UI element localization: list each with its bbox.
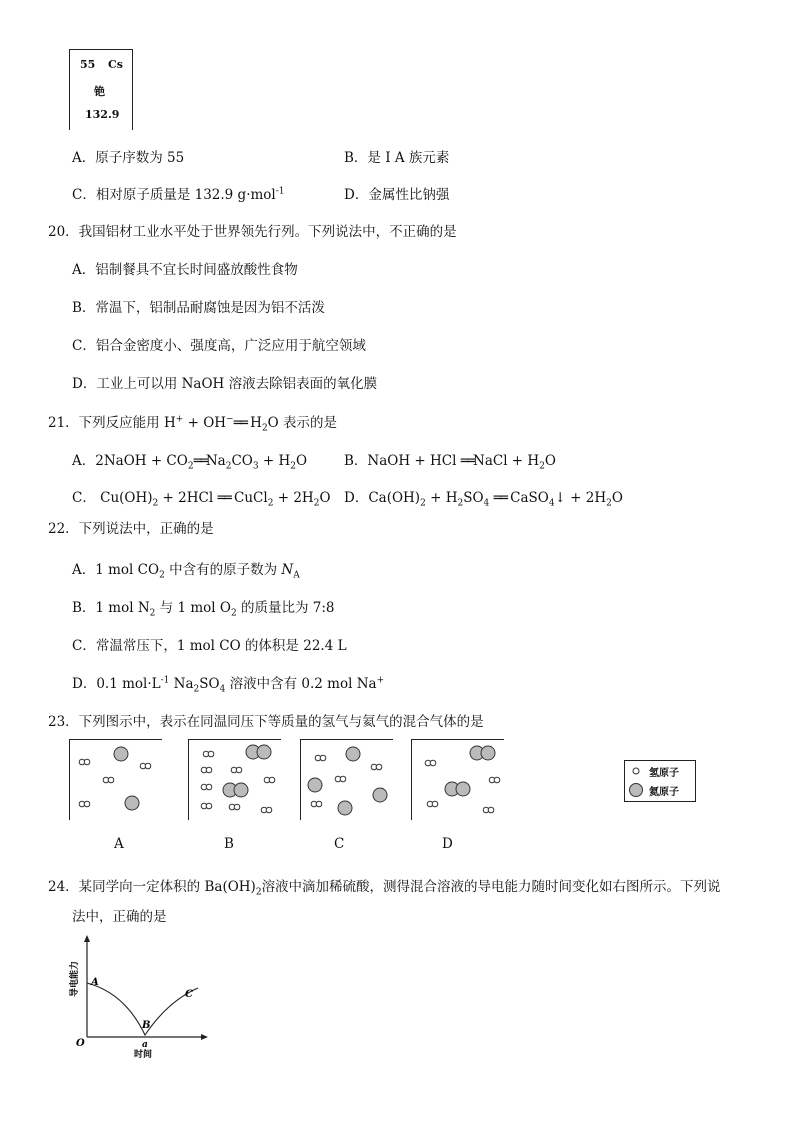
q24-stem: 24．某同学向一定体积的 $Ba(OH)_2$溶液中滴加稀硫酸，测得混合溶液的导电能力随时间变化如右图所示。下列说 (48, 879, 721, 898)
legend-hydrogen-label: 氢原子 (649, 768, 679, 779)
q20-option-a: A．铝制餐具不宜长时间盛放酸性食物 (72, 262, 298, 278)
point-a-label: A (91, 977, 99, 988)
q23-stem: 23．下列图示中，表示在同温同压下等质量的氢气与氦气的混合气体的是 (48, 714, 484, 730)
q19-option-a: A．原子序数为 55 (72, 150, 185, 166)
diagram-b-particles (189, 740, 281, 820)
q22-option-c: C．常温常压下，1 mol CO 的体积是 22.4 L (72, 638, 347, 654)
q19-option-d: D．金属性比钠强 (344, 187, 450, 203)
q20-option-b: B．常温下，铝制品耐腐蚀是因为铝不活泼 (72, 300, 325, 316)
element-symbol: Cs (108, 58, 123, 71)
q21-stem: 21．下列反应能用 H+ + OH−══ $H_2O$ 表示的是 (48, 414, 338, 434)
element-card (69, 49, 133, 130)
q19-option-c: C．相对原子质量是 132.9 g·mol$^{-1}$ (72, 186, 285, 203)
q21-option-c: C． $Cu(OH)_2 + 2HCl$ ══ CuCl$_2$ + $2H_2O$ (72, 490, 331, 509)
q21-option-b: B．NaOH + HCl ══NaCl + $H_2O$ (344, 453, 556, 472)
point-c-label: C (185, 989, 193, 1000)
q23-label-a: A (114, 836, 124, 852)
atomic-number: 55 (80, 58, 96, 71)
diagram-box-d (411, 739, 504, 820)
q22-option-b: B．1 mol $N_2$ 与 1 mol $O_2$ 的质量比为 7:8 (72, 600, 335, 619)
diagram-c-particles (301, 740, 393, 820)
x-axis-arrow-icon (201, 1034, 208, 1040)
legend-symbols (629, 765, 643, 799)
q23-label-c: C (334, 836, 345, 852)
q20-option-c: C．铝合金密度小、强度高，广泛应用于航空领域 (72, 338, 366, 354)
origin-label: O (76, 1038, 85, 1049)
diagram-box-c (300, 739, 393, 820)
q22-stem: 22．下列说法中，正确的是 (48, 521, 214, 537)
atomic-mass: 132.9 (85, 108, 120, 121)
y-axis-label: 导电能力 (70, 960, 80, 997)
legend-helium-label: 氦原子 (649, 787, 679, 798)
element-name: 铯 (94, 85, 105, 98)
q21-option-d: D．$Ca(OH)_2 + H_2SO_4$ ══ CaSO$_4$↓ + $2H_2O$ (344, 490, 623, 509)
y-axis-arrow-icon (84, 935, 90, 942)
q20-option-d: D．工业上可以用 NaOH 溶液去除铝表面的氧化膜 (72, 376, 378, 392)
q20-stem: 20．我国铝材工业水平处于世界领先行列。下列说法中，不正确的是 (48, 224, 457, 240)
x-axis-label: 时间 (134, 1050, 153, 1060)
q24-stem-line2: 法中，正确的是 (72, 909, 167, 925)
q22-option-a: A．1 mol $CO_2$ 中含有的原子数为 $N_A$ (72, 562, 300, 581)
q22-option-d: D．0.1 $mol\cdot L^{-1}$ $Na_2SO_4$ 溶液中含有 0.2 mol Na+ (72, 675, 385, 695)
diagram-d-particles (412, 740, 504, 820)
particle-legend (624, 760, 696, 802)
conductivity-graph (60, 933, 220, 1063)
q23-label-d: D (442, 836, 453, 852)
diagram-a-particles (70, 740, 162, 820)
q23-label-b: B (224, 836, 234, 852)
diagram-box-b (188, 739, 281, 820)
q21-option-a: A．2NaOH + $CO_2══Na_2CO_3 + H_2O$ (72, 453, 308, 472)
point-b-label: B (142, 1020, 151, 1031)
diagram-box-a (69, 739, 162, 820)
tick-a-label: a (142, 1040, 148, 1050)
q19-option-b: B．是 I A 族元素 (344, 150, 450, 166)
